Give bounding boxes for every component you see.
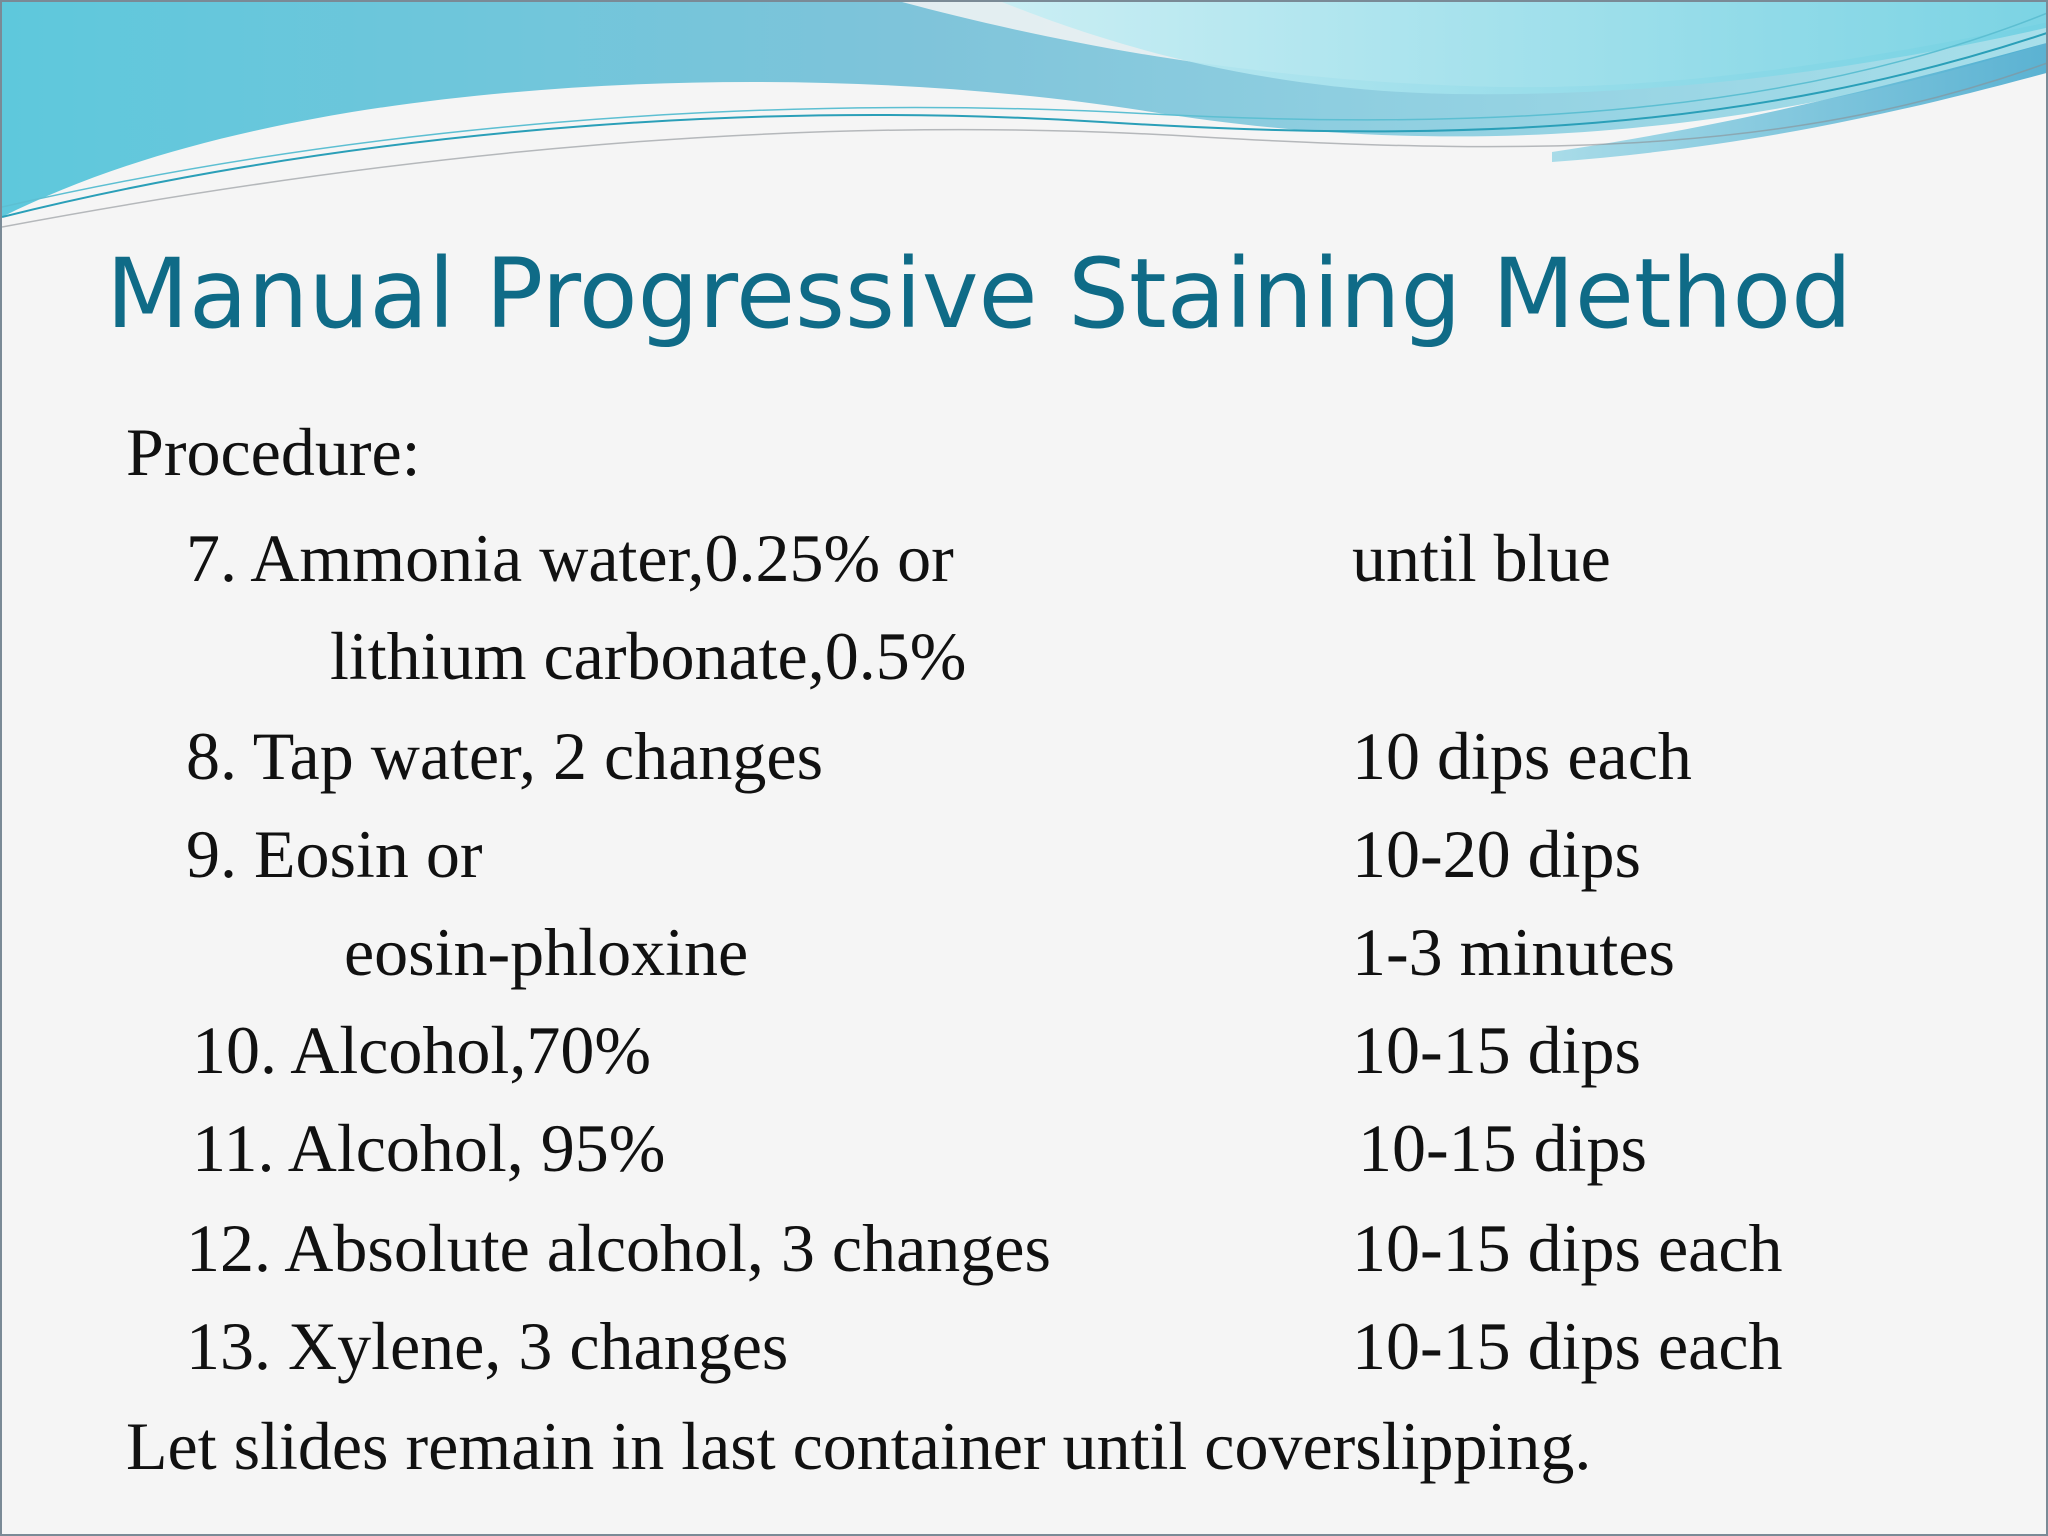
step-time: 10-15 dips [1352, 1012, 1641, 1088]
step-time: 10-15 dips each [1352, 1308, 1783, 1384]
step-time: 10 dips each [1352, 718, 1692, 794]
step-text: 10. Alcohol,70% [192, 1012, 651, 1088]
step-text: 11. Alcohol, 95% [192, 1110, 666, 1186]
slide-title: Manual Progressive Staining Method [106, 238, 1853, 350]
step-time: 10-15 dips each [1352, 1210, 1783, 1286]
slide-body [2, 2, 2048, 1536]
step-time: 10-15 dips [1358, 1110, 1647, 1186]
step-text: 8. Tap water, 2 changes [186, 718, 824, 794]
step-text: 9. Eosin or [186, 816, 483, 892]
step-text: 12. Absolute alcohol, 3 changes [186, 1210, 1051, 1286]
step-text: 7. Ammonia water,0.25% or [186, 520, 954, 596]
step-text: lithium carbonate,0.5% [330, 618, 967, 694]
step-time: until blue [1352, 520, 1611, 596]
step-text: eosin-phloxine [344, 914, 749, 990]
step-time: 1-3 minutes [1352, 914, 1675, 990]
procedure-heading: Procedure: [126, 414, 421, 490]
step-time: 10-20 dips [1352, 816, 1641, 892]
step-text: 13. Xylene, 3 changes [186, 1308, 789, 1384]
closing-note: Let slides remain in last container until coverslipping. [126, 1408, 1592, 1484]
